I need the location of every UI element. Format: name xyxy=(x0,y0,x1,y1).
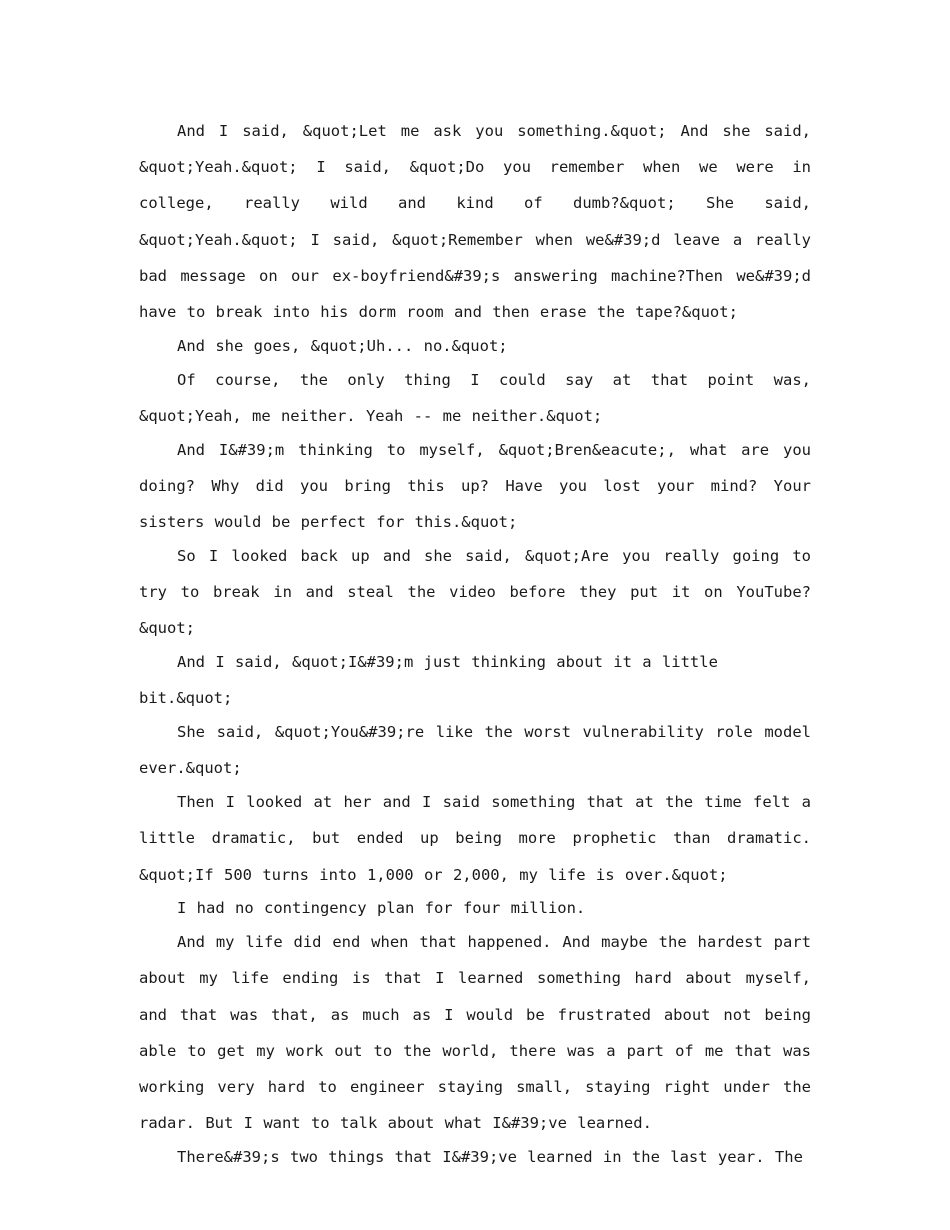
paragraph-8: Then I looked at her and I said something that at the time felt a little dramatic, but ended up being more prophetic than dramatic. &quot;If 500 turns into 1,000 or 2,000, my life is over.&quot; xyxy=(139,793,811,884)
paragraph-6: And I said, &quot;I&#39;m just thinking about it a little bit.&quot; xyxy=(139,653,718,708)
document-body xyxy=(139,113,811,1175)
paragraph-11: There&#39;s two things that I&#39;ve learned in the last year. The xyxy=(177,1147,803,1166)
paragraph-10: And my life did end when that happened. And maybe the hardest part about my life ending is that I learned something hard about myself, and that was that, as much as I would be frustrated about not being able to get my work out to the world, there was a part of me that was working very hard to engineer staying small, staying right under the radar. But I want to talk about what I&#39;ve learned. xyxy=(139,933,811,1133)
paragraph-9: I had no contingency plan for four million. xyxy=(177,899,586,918)
paragraph-1: And I said, &quot;Let me ask you something.&quot; And she said, &quot;Yeah.&quot; I said, &quot;Do you remember when we were in college, really wild and kind of dumb?&quot; She said, &quot;Yeah.&quot; I said, &quot;Remember when we&#39;d leave a really bad message on our ex-boyfriend&#39;s answering machine?Then we&#39;d have to break into his dorm room and then erase the tape?&quot; xyxy=(139,122,811,322)
paragraph-5: So I looked back up and she said, &quot;Are you really going to try to break in and steal the video before they put it on YouTube?&quot; xyxy=(139,546,811,638)
paragraph-2: And she goes, &quot;Uh... no.&quot; xyxy=(177,336,508,355)
paragraph-4: And I&#39;m thinking to myself, &quot;Bren&eacute;, what are you doing? Why did you bring this up? Have you lost your mind? Your sisters would be perfect for this.&quot; xyxy=(139,440,811,532)
paragraph-7: She said, &quot;You&#39;re like the worst vulnerability role model ever.&quot; xyxy=(139,723,811,778)
paragraph-3: Of course, the only thing I could say at that point was, &quot;Yeah, me neither. Yeah -- me neither.&quot; xyxy=(139,370,811,425)
